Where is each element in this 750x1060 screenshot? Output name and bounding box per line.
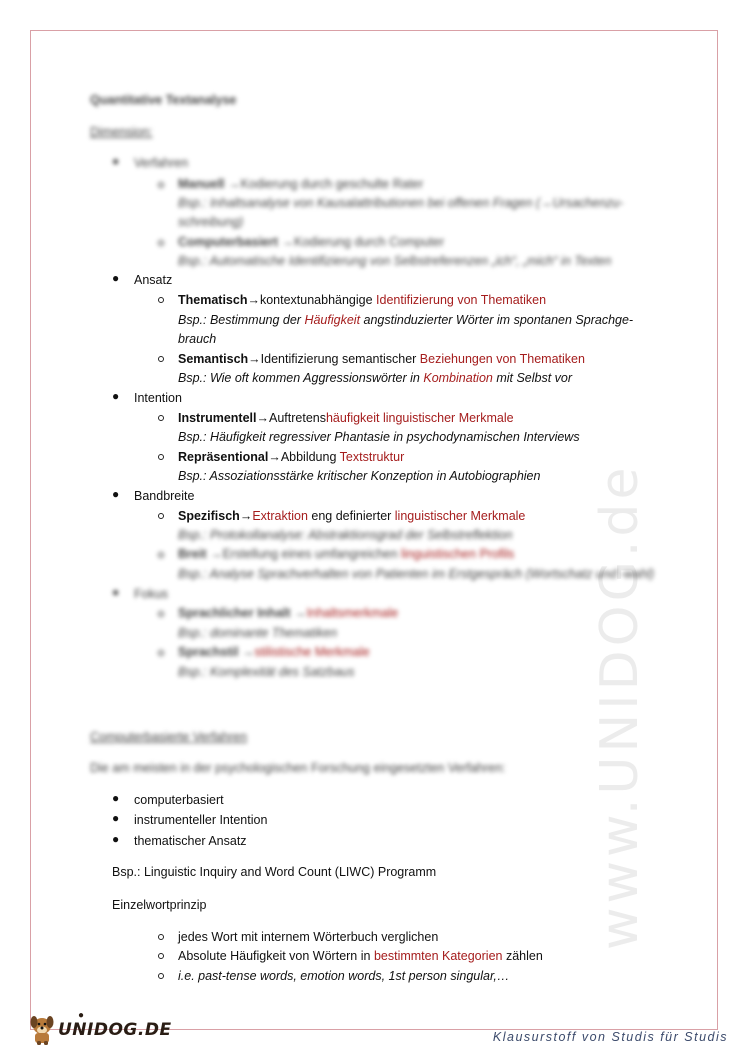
circle-bullet-icon	[158, 297, 164, 303]
computer-example: Bsp.: Automatische Identifizierung von Selbstreferenzen „ich“, „mich“ in Texten	[178, 254, 612, 268]
page-heading: Quantitative Textanalyse	[90, 93, 237, 107]
circle-bullet-icon	[158, 356, 164, 362]
liwc-example: Bsp.: Linguistic Inquiry and Word Count (LIWC) Programm	[112, 865, 437, 879]
repraesentional-line: Repräsentional→Abbildung Textstruktur	[178, 450, 405, 464]
watermark: www.UNIDOG.de	[590, 463, 650, 950]
list-item: thematischer Ansatz	[134, 834, 247, 848]
logo-text: UNIDOG.DE	[58, 1020, 172, 1040]
inhalt-example: Bsp.: dominante Thematiken	[178, 626, 338, 640]
computer-line: Computerbasiert →Kodierung durch Computer	[178, 235, 445, 249]
ansatz-label: Ansatz	[134, 273, 173, 287]
semantisch-line: Semantisch→Identifizierung semantischer Beziehungen von Thematiken	[178, 352, 585, 366]
circle-bullet-icon	[158, 513, 164, 519]
section2-heading: Computerbasierte Verfahren	[90, 730, 248, 744]
instrumentell-line: Instrumentell→Auftretenshäufigkeit linguistischer Merkmale	[178, 411, 514, 425]
circle-bullet-icon	[158, 415, 164, 421]
thematisch-example: Bsp.: Bestimmung der Häufigkeit angstinduzierter Wörter im spontanen Sprachge-	[178, 313, 634, 327]
list-item: instrumenteller Intention	[134, 813, 268, 827]
bullet-icon: ●	[112, 487, 120, 501]
verfahren-label: Verfahren	[134, 156, 189, 170]
stil-line: Sprachstil →stilistische Merkmale	[178, 645, 370, 659]
inhalt-line: Sprachlicher Inhalt →Inhaltsmerkmale	[178, 606, 399, 620]
einzel-item-3: i.e. past-tense words, emotion words, 1st person singular,…	[178, 969, 510, 983]
circle-bullet-icon	[158, 650, 164, 656]
dimension-label: Dimension:	[90, 125, 153, 139]
intention-label: Intention	[134, 391, 182, 405]
bullet-icon: ●	[112, 791, 120, 805]
stil-example: Bsp.: Komplexität des Satzbaus	[178, 665, 355, 679]
bullet-icon: ●	[112, 154, 120, 168]
section2-intro: Die am meisten in der psychologischen Forschung eingesetzten Verfahren:	[90, 761, 506, 775]
list-item: computerbasiert	[134, 793, 224, 807]
paw-icon: ●	[78, 1010, 85, 1021]
bullet-icon: ●	[112, 271, 120, 285]
circle-bullet-icon	[158, 552, 164, 558]
fokus-label: Fokus	[134, 587, 169, 601]
thematisch-line: Thematisch→kontextunabhängige Identifizierung von Thematiken	[178, 293, 547, 307]
breit-example: Bsp.: Analyse Sprachverhalten von Patienten im Erstgespräch (Wortschatz und -wahl)	[178, 567, 655, 581]
thematisch-example-cont: brauch	[178, 332, 217, 346]
bullet-icon: ●	[112, 832, 120, 846]
unidog-logo[interactable]	[28, 1010, 172, 1046]
spezifisch-example: Bsp.: Protokollanalyse: Abstraktionsgrad der Selbstreflektion	[178, 528, 513, 542]
repraesentional-example: Bsp.: Assoziationsstärke kritischer Konzeption in Autobiographien	[178, 469, 541, 483]
dog-icon	[28, 1012, 58, 1046]
footer-slogan: Klausurstoff von Studis für Studis	[492, 1030, 728, 1044]
circle-bullet-icon	[158, 953, 164, 959]
manuell-example-cont: schreibung)	[178, 215, 244, 229]
circle-bullet-icon	[158, 973, 164, 979]
einzelwort-label: Einzelwortprinzip	[112, 898, 207, 912]
circle-bullet-icon	[158, 182, 164, 188]
circle-bullet-icon	[158, 611, 164, 617]
manuell-example: Bsp.: Inhaltsanalyse von Kausalattributionen bei offenen Fragen (→Ursachenzu-	[178, 196, 624, 210]
bullet-icon: ●	[112, 585, 120, 599]
einzel-item-2: Absolute Häufigkeit von Wörtern in bestimmten Kategorien zählen	[178, 949, 543, 963]
semantisch-example: Bsp.: Wie oft kommen Aggressionswörter in Kombination mit Selbst vor	[178, 371, 573, 385]
manuell-line: Manuell →Kodierung durch geschulte Rater	[178, 177, 424, 191]
circle-bullet-icon	[158, 240, 164, 246]
bullet-icon: ●	[112, 389, 120, 403]
bullet-icon: ●	[112, 811, 120, 825]
spezifisch-line: Spezifisch→Extraktion eng definierter linguistischer Merkmale	[178, 509, 526, 523]
circle-bullet-icon	[158, 454, 164, 460]
breit-line: Breit →Erstellung eines umfangreichen linguistischen Profils	[178, 547, 515, 561]
bandbreite-label: Bandbreite	[134, 489, 195, 503]
instrumentell-example: Bsp.: Häufigkeit regressiver Phantasie in psychodynamischen Interviews	[178, 430, 580, 444]
einzel-item-1: jedes Wort mit internem Wörterbuch verglichen	[178, 930, 439, 944]
circle-bullet-icon	[158, 934, 164, 940]
